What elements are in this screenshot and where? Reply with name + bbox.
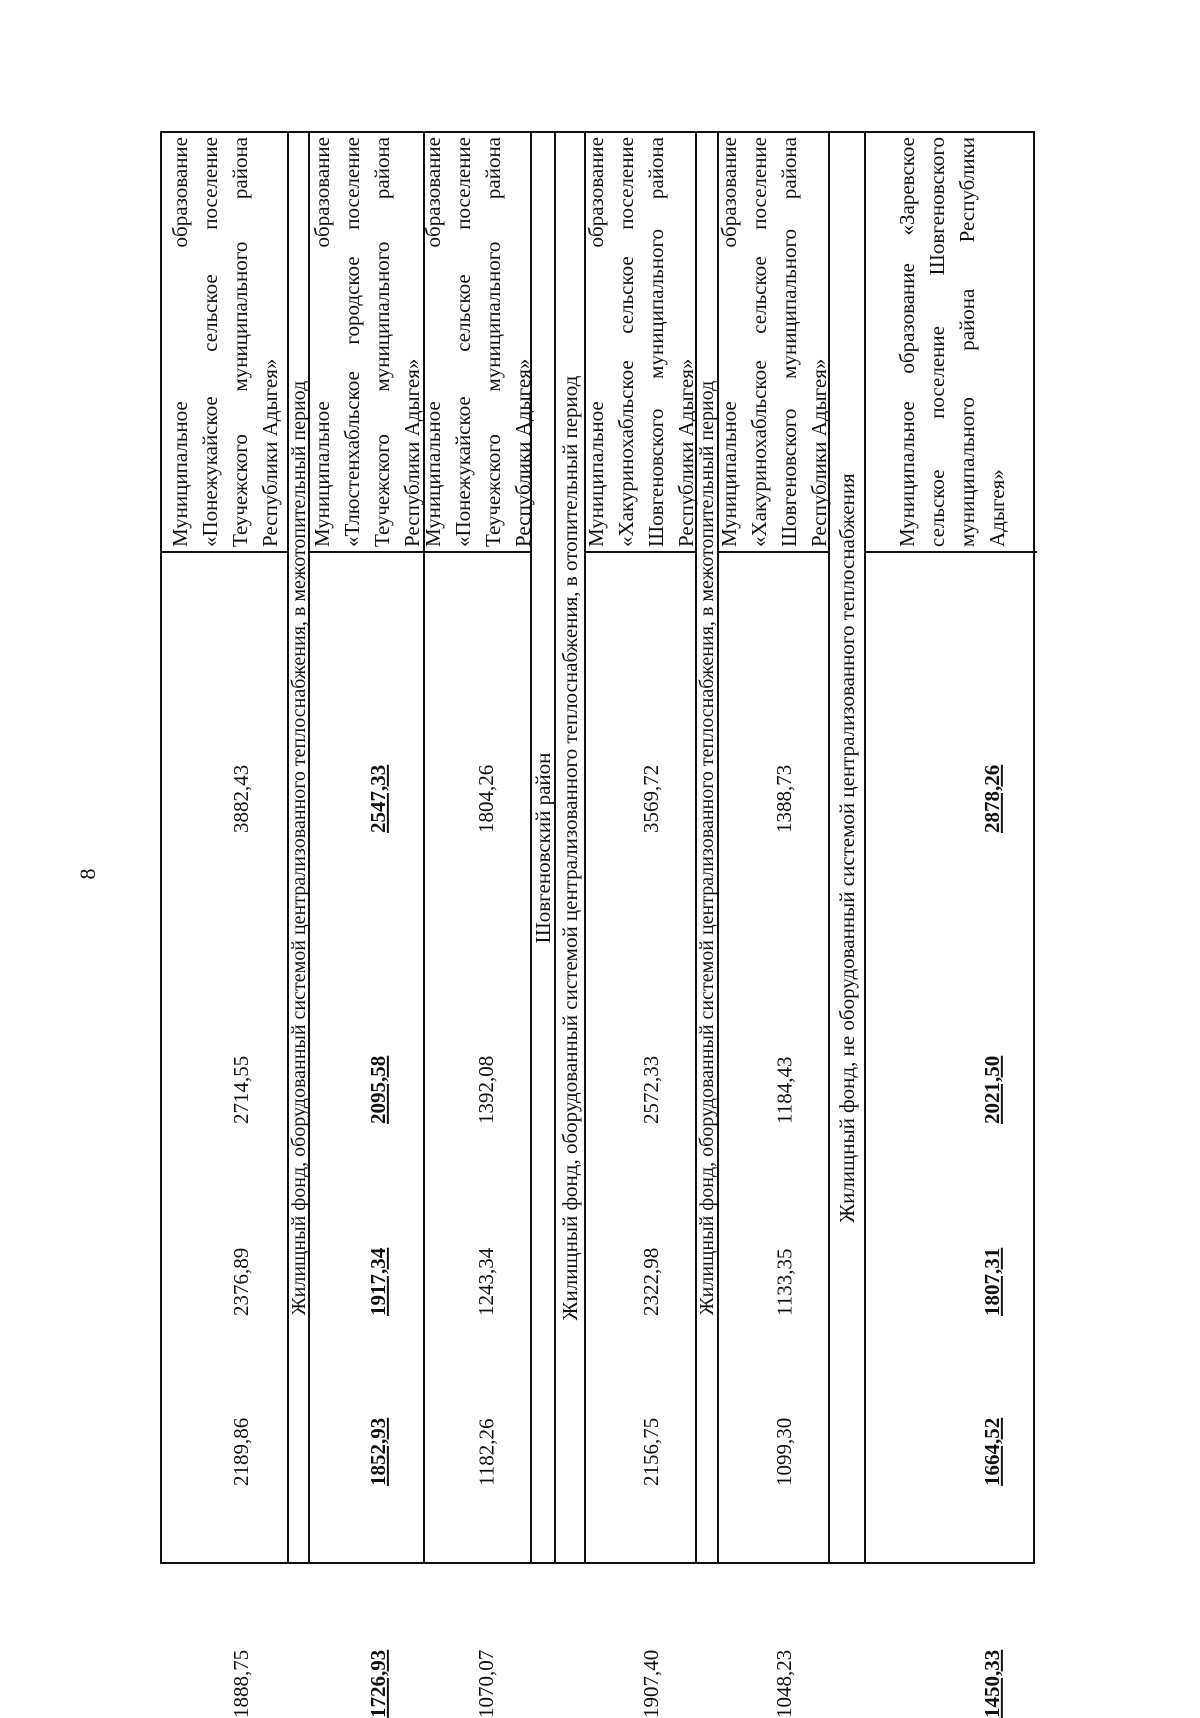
- value-cell: 2322,98: [638, 1247, 663, 1316]
- section-header-text: Жилищный фонд, не оборудованный системой централизованного теплоснабжения: [835, 472, 859, 1223]
- value-cell: 2572,33: [638, 1055, 663, 1124]
- page-number: 8: [75, 868, 100, 880]
- municipality-name: Муниципальное образование «Хакуринохабльское сельское поселение Шовгеновского муниципального района Республики Адыгея»: [583, 137, 698, 547]
- value-cell: 1182,26: [474, 1418, 499, 1486]
- municipality-cell: [162, 133, 287, 551]
- value-cell: 1852,93: [365, 1417, 390, 1486]
- value-cell: 2095,58: [365, 1055, 390, 1124]
- value-cell: 2376,89: [228, 1247, 253, 1316]
- value-cell: 1048,23: [771, 1649, 796, 1718]
- value-cell: 1392,08: [473, 1055, 498, 1124]
- tariff-table: [160, 131, 1035, 1718]
- value-cell: 2189,86: [228, 1417, 253, 1486]
- section-header-text: Жилищный фонд, оборудованный системой централизованного теплоснабжения, в отопительный период: [558, 375, 582, 1320]
- value-cell: 1907,40: [638, 1649, 663, 1718]
- value-cell: 3882,43: [228, 764, 253, 833]
- value-cell: 2878,26: [979, 764, 1004, 833]
- section-header-text: Жилищный фонд, оборудованный системой централизованного теплоснабжения, в межотопительный период: [287, 380, 310, 1315]
- section-header: [830, 133, 866, 1562]
- table-row: [420, 133, 535, 1718]
- section-header: [532, 133, 556, 1562]
- value-cell: 1070,07: [473, 1649, 498, 1718]
- table-row: [309, 133, 425, 1718]
- municipality-name: Муниципальное образование «Заревское сельское поселение Шовгеновского муниципального района Республики Адыгея»: [894, 137, 1009, 547]
- table-row: [866, 133, 1037, 1718]
- table-row: [716, 133, 831, 1718]
- value-cell: 2714,55: [228, 1055, 253, 1124]
- value-cell: 1807,31: [979, 1247, 1004, 1316]
- value-cell: 1450,33: [979, 1649, 1004, 1718]
- value-cell: 1388,73: [771, 764, 796, 833]
- table-row: [583, 133, 698, 1718]
- value-cell: 1664,52: [979, 1417, 1004, 1486]
- section-header-text: Жилищный фонд, оборудованный системой централизованного теплоснабжения, в межотопительный период: [696, 380, 718, 1315]
- value-cell: 1133,35: [772, 1248, 797, 1316]
- municipality-name: Муниципальное образование «Тлюстенхабльское городское поселение Теучежского муниципального района Республики Адыгея»: [309, 137, 424, 547]
- municipality-name: Муниципальное образование «Хакуринохабльское сельское поселение Шовгеновского муниципального района Республики Адыгея»: [716, 137, 831, 547]
- value-cell: 1917,34: [365, 1247, 390, 1316]
- value-cell: 2021,50: [979, 1055, 1004, 1124]
- value-cell: 1099,30: [771, 1417, 796, 1486]
- value-cell: 3569,72: [638, 764, 663, 833]
- value-cell: 1184,43: [772, 1056, 797, 1124]
- value-cell: 2547,33: [365, 764, 390, 833]
- municipality-name: Муниципальное образование «Понежукайское сельское поселение Теучежского муниципального района Республики Адыгея»: [167, 137, 282, 547]
- municipality-name: Муниципальное образование «Понежукайское сельское поселение Теучежского муниципального района Республики Адыгея»: [420, 137, 535, 547]
- table-row: [162, 133, 289, 1718]
- value-cell: 1726,93: [365, 1649, 390, 1718]
- values-cell: [162, 551, 287, 1718]
- value-cell: 2156,75: [638, 1417, 663, 1486]
- district-header-text: Шовгеновский район: [531, 752, 555, 943]
- value-cell: 1804,26: [473, 764, 498, 833]
- value-cell: 1888,75: [228, 1649, 253, 1718]
- value-cell: 1243,34: [473, 1247, 498, 1316]
